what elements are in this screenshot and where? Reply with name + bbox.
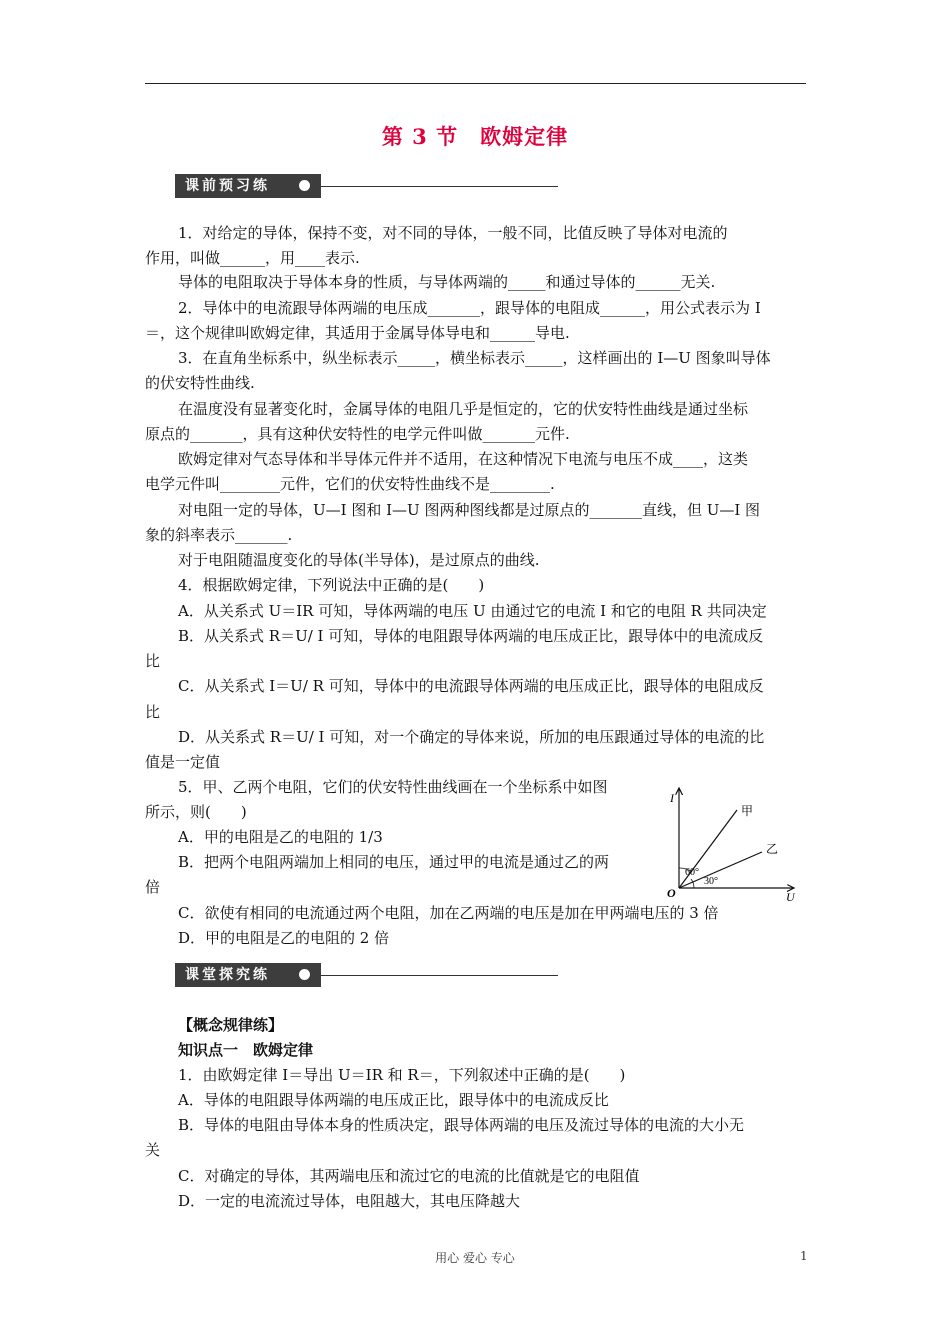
page-title: 第 3 节 欧姆定律 bbox=[381, 124, 569, 149]
angle-60-label: 60° bbox=[685, 867, 699, 878]
origin-label: O bbox=[667, 886, 676, 900]
answer-option: C．对确定的导体，其两端电压和流过它的电流的比值就是它的电阻值 bbox=[178, 1167, 640, 1185]
bullet-dot-icon bbox=[299, 969, 310, 980]
banner-label: 课堂探究练 bbox=[175, 963, 321, 987]
text-line: 导体的电阻取决于导体本身的性质，与导体两端的_____和通过导体的______无关. bbox=[178, 273, 716, 291]
text-line: 对于电阻随温度变化的导体(半导体)，是过原点的曲线. bbox=[178, 551, 540, 569]
answer-option-cont: 倍 bbox=[145, 878, 161, 896]
answer-option: D．从关系式 R＝U/ I 可知，对一个确定的导体来说，所加的电压跟通过导体的电流的比 bbox=[178, 728, 765, 746]
answer-option-cont: 值是一定值 bbox=[145, 753, 221, 771]
banner-rule bbox=[321, 186, 558, 187]
answer-option: B．导体的电阻由导体本身的性质决定，跟导体两端的电压及流过导体的电流的大小无 bbox=[178, 1116, 745, 1134]
question-stem: 5．甲、乙两个电阻，它们的伏安特性曲线画在一个坐标系中如图 bbox=[178, 778, 608, 796]
subsection-heading: 【概念规律练】 bbox=[178, 1016, 284, 1034]
x-axis-label: U bbox=[786, 890, 795, 904]
page-footer: 用心 爱心 专心 bbox=[435, 1251, 515, 1265]
text-line: 原点的_______，具有这种伏安特性的电学元件叫做_______元件. bbox=[145, 425, 570, 443]
answer-option: D．甲的电阻是乙的电阻的 2 倍 bbox=[178, 929, 390, 947]
y-axis-label: I bbox=[670, 791, 674, 805]
answer-option-cont: 关 bbox=[145, 1141, 161, 1159]
iu-graph-figure bbox=[662, 780, 802, 905]
text-line: 象的斜率表示_______. bbox=[145, 526, 293, 544]
answer-option: C．欲使有相同的电流通过两个电阻，加在乙两端的电压是加在甲两端电压的 3 倍 bbox=[178, 904, 719, 922]
answer-option: A．甲的电阻是乙的电阻的 1/3 bbox=[178, 828, 383, 846]
answer-option: D．一定的电流流过导体，电阻越大，其电压降越大 bbox=[178, 1192, 521, 1210]
angle-arc-small bbox=[691, 879, 694, 888]
banner-label: 课前预习练 bbox=[175, 174, 321, 198]
header-rule bbox=[145, 83, 806, 84]
text-line: 欧姆定律对气态导体和半导体元件并不适用，在这种情况下电流与电压不成____，这类 bbox=[178, 450, 749, 468]
text-line: 对电阻一定的导体，U—I 图和 I—U 图两种图线都是过原点的_______直线，但 U—I 图 bbox=[178, 501, 761, 519]
answer-option: A．从关系式 U＝IR 可知，导体两端的电压 U 由通过它的电流 I 和它的电阻 R 共同决定 bbox=[178, 602, 767, 620]
text-line: 的伏安特性曲线. bbox=[145, 374, 255, 392]
bullet-dot-icon bbox=[299, 180, 310, 191]
banner-rule bbox=[321, 975, 558, 976]
question-stem: 4．根据欧姆定律，下列说法中正确的是( ) bbox=[178, 576, 485, 594]
answer-option-cont: 比 bbox=[145, 652, 161, 670]
text-line: ＝，这个规律叫欧姆定律，其适用于金属导体导电和______导电. bbox=[145, 324, 570, 342]
text-line: 在温度没有显著变化时，金属导体的电阻几乎是恒定的，它的伏安特性曲线是通过坐标 bbox=[178, 400, 749, 418]
answer-option: A．导体的电阻跟导体两端的电压成正比，跟导体中的电流成反比 bbox=[178, 1091, 609, 1109]
page-number: 1 bbox=[800, 1249, 808, 1263]
question-stem-cont: 所示，则( ) bbox=[145, 803, 247, 821]
text-line: 电学元件叫________元件，它们的伏安特性曲线不是________. bbox=[145, 475, 555, 493]
answer-option-cont: 比 bbox=[145, 703, 161, 721]
line-yi-label: 乙 bbox=[766, 842, 779, 856]
answer-option: B．从关系式 R＝U/ I 可知，导体的电阻跟导体两端的电压成正比，跟导体中的电流成反 bbox=[178, 627, 764, 645]
knowledge-point-heading: 知识点一 欧姆定律 bbox=[178, 1041, 314, 1059]
text-line: 2．导体中的电流跟导体两端的电压成_______，跟导体的电阻成______，用公式表示为 I bbox=[178, 299, 761, 317]
answer-option: C．从关系式 I＝U/ R 可知，导体中的电流跟导体两端的电压成正比，跟导体的电阻成反 bbox=[178, 677, 764, 695]
text-line: 作用，叫做______，用____表示. bbox=[145, 249, 360, 267]
line-jia-label: 甲 bbox=[741, 804, 754, 818]
angle-30-label: 30° bbox=[704, 876, 718, 887]
text-line: 3．在直角坐标系中，纵坐标表示_____，横坐标表示_____，这样画出的 I—U 图象叫导体 bbox=[178, 349, 771, 367]
text-line: 1．对给定的导体，保持不变，对不同的导体，一般不同，比值反映了导体对电流的 bbox=[178, 224, 728, 242]
answer-option: B．把两个电阻两端加上相同的电压，通过甲的电流是通过乙的两 bbox=[178, 853, 610, 871]
question-stem: 1．由欧姆定律 I＝导出 U＝IR 和 R＝，下列叙述中正确的是( ) bbox=[178, 1066, 626, 1084]
